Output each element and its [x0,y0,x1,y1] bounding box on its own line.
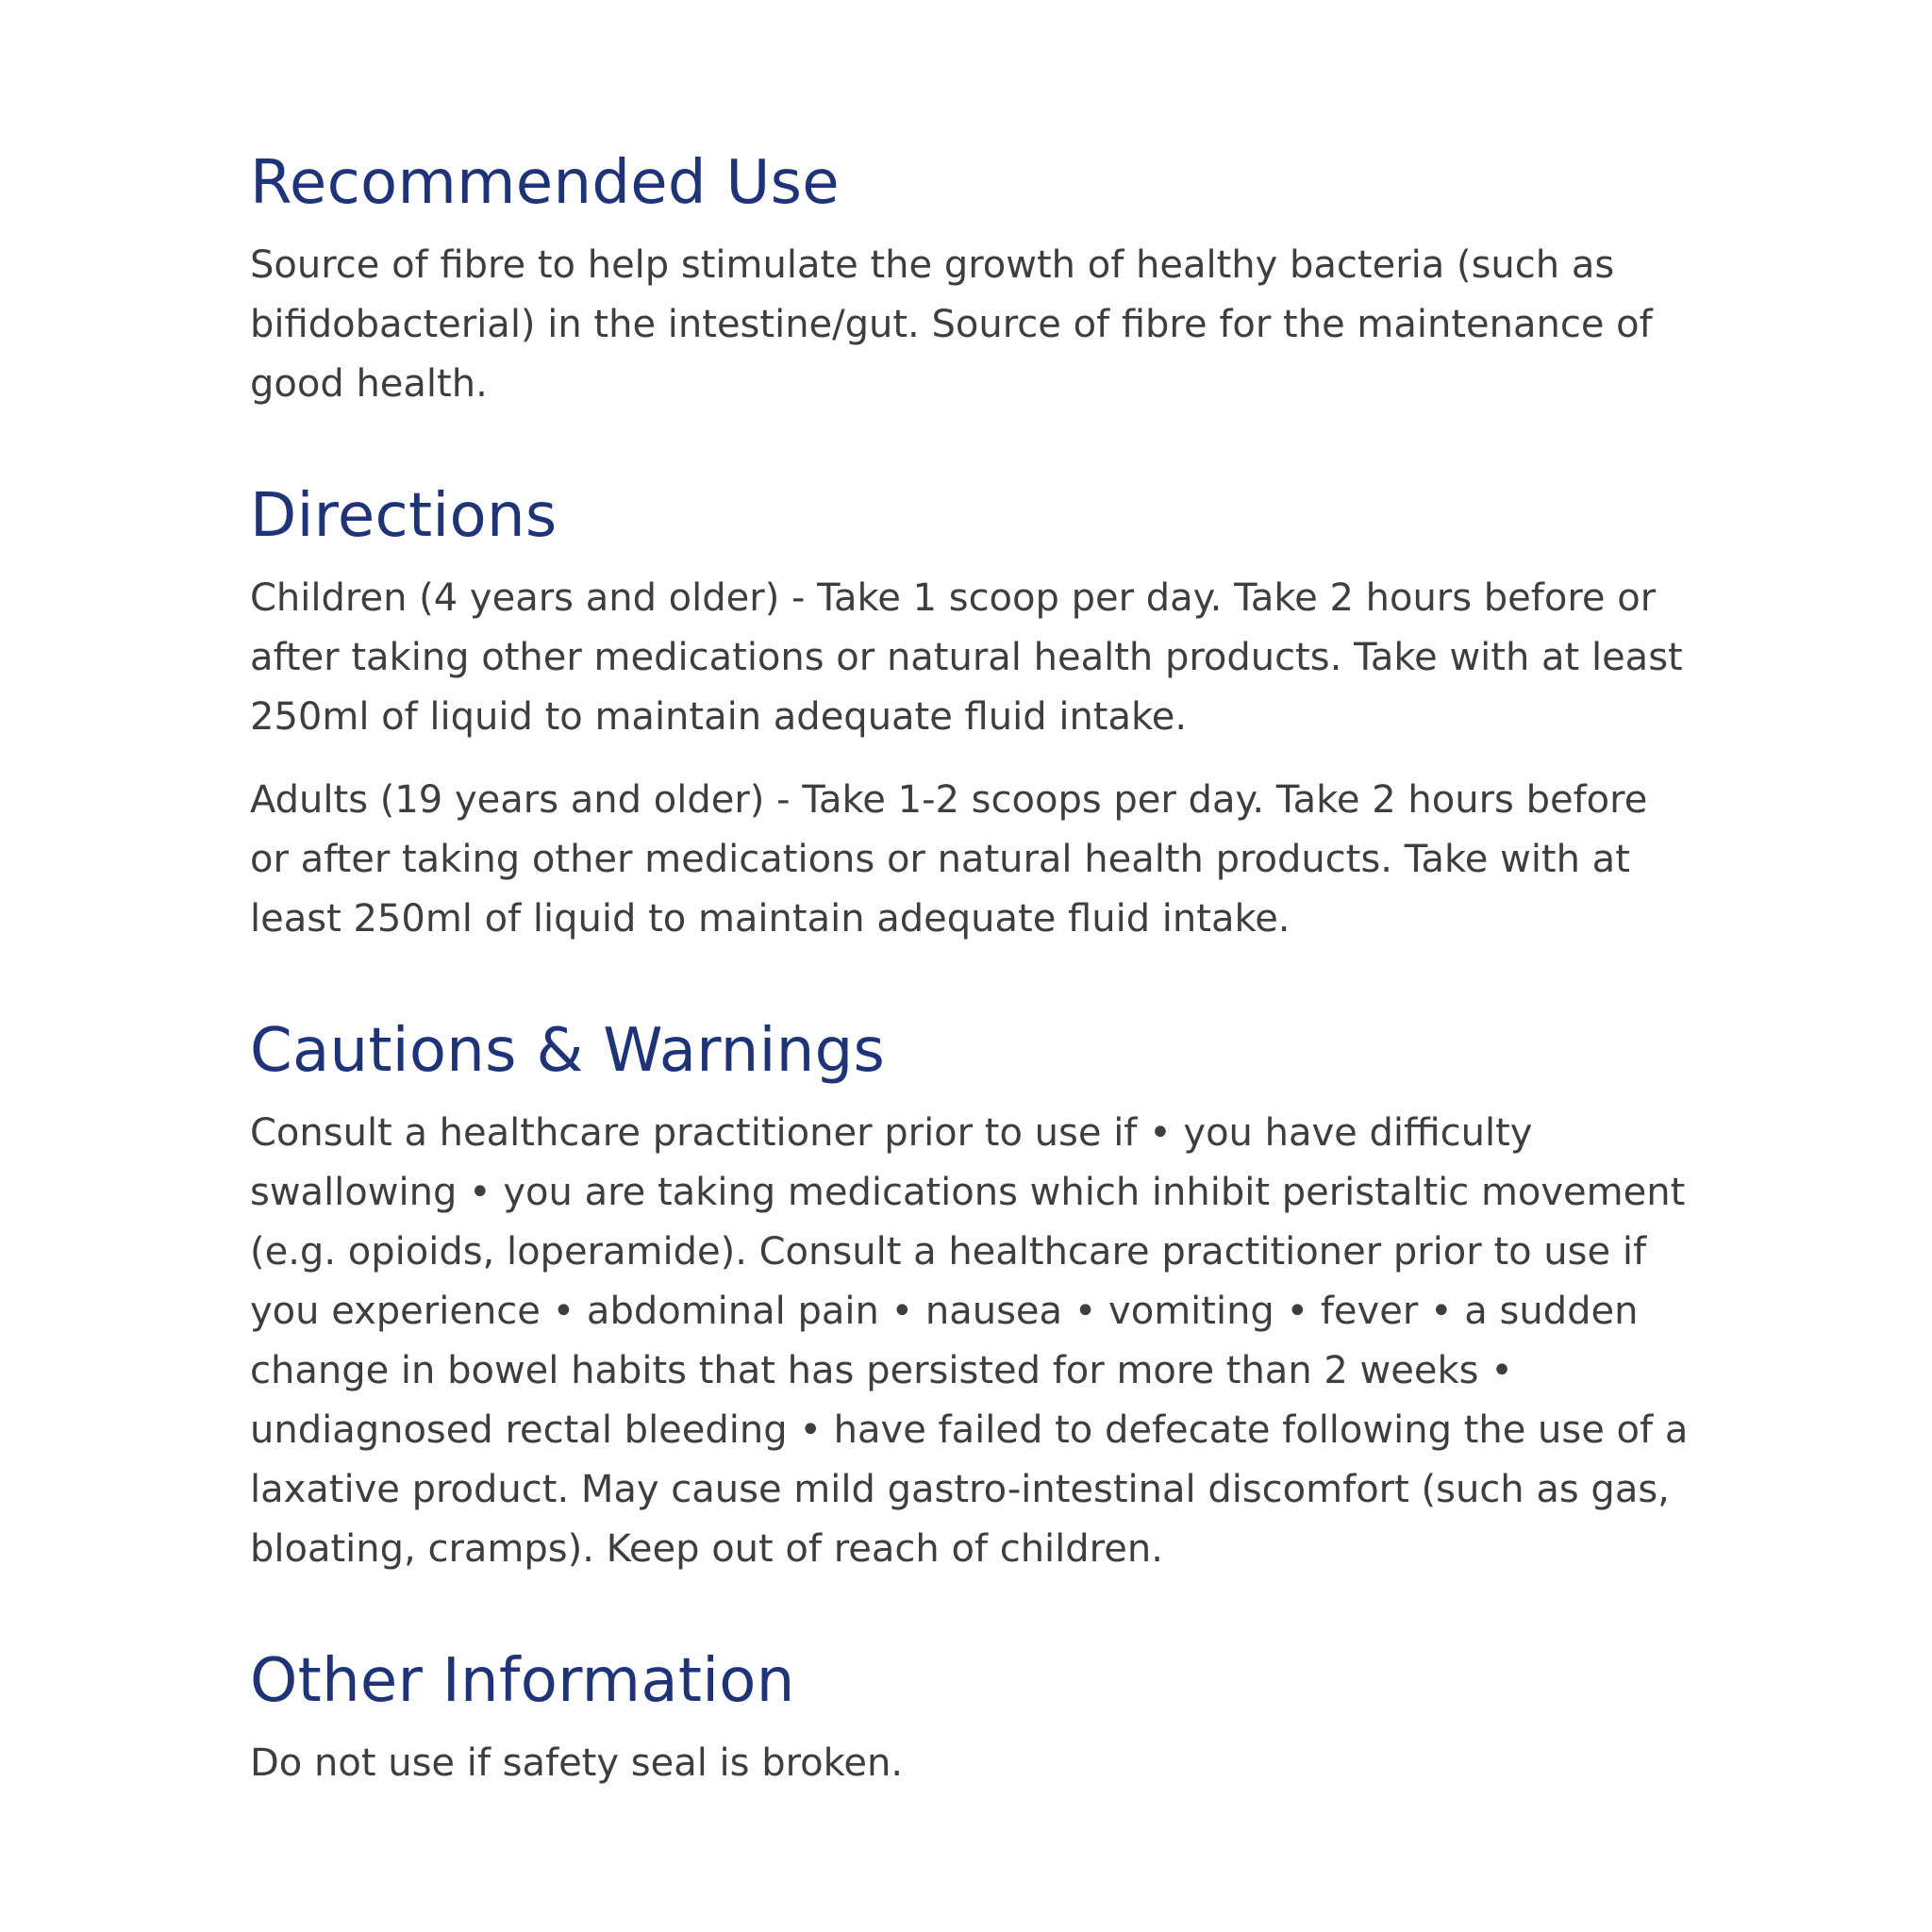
recommended-use-heading: Recommended Use [250,148,840,218]
recommended-use-section [250,140,1696,414]
directions-children-text: Children (4 years and older) - Take 1 scoop per day. Take 2 hours before or after taking other medications or natural health products. Take with at least 250ml of liquid to maintain adequate fluid intake. [250,576,1683,739]
directions-section [250,473,1696,949]
other-information-section [250,1638,1696,1793]
cautions-warnings-section [250,1008,1696,1579]
other-information-heading: Other Information [250,1646,795,1716]
recommended-use-text: Source of fibre to help stimulate the growth of healthy bacteria (such as bifidobacterial) in the intestine/gut. Source of fibre for the maintenance of good health. [250,243,1653,406]
directions-adults-text: Adults (19 years and older) - Take 1-2 scoops per day. Take 2 hours before or after taking other medications or natural health products. Take with at least 250ml of liquid to maintain adequate fluid intake. [250,778,1648,941]
directions-heading: Directions [250,481,558,551]
other-information-text: Do not use if safety seal is broken. [250,1741,904,1785]
cautions-warnings-heading: Cautions & Warnings [250,1016,886,1086]
cautions-warnings-text: Consult a healthcare practitioner prior to use if • you have difficulty swallowing • you are taking medications which inhibit peristaltic movement (e.g. opioids, loperamide). Consult a healthcare practitioner prior to use if you experience • abdominal pain • nausea • vomiting • fever • a sudden change in bowel habits that has persisted for more than 2 weeks • undiagnosed rectal bleeding • have failed to defecate following the use of a laxative product. May cause mild gastro-intestinal discomfort (such as gas, bloating, cramps). Keep out of reach of children. [250,1111,1689,1571]
